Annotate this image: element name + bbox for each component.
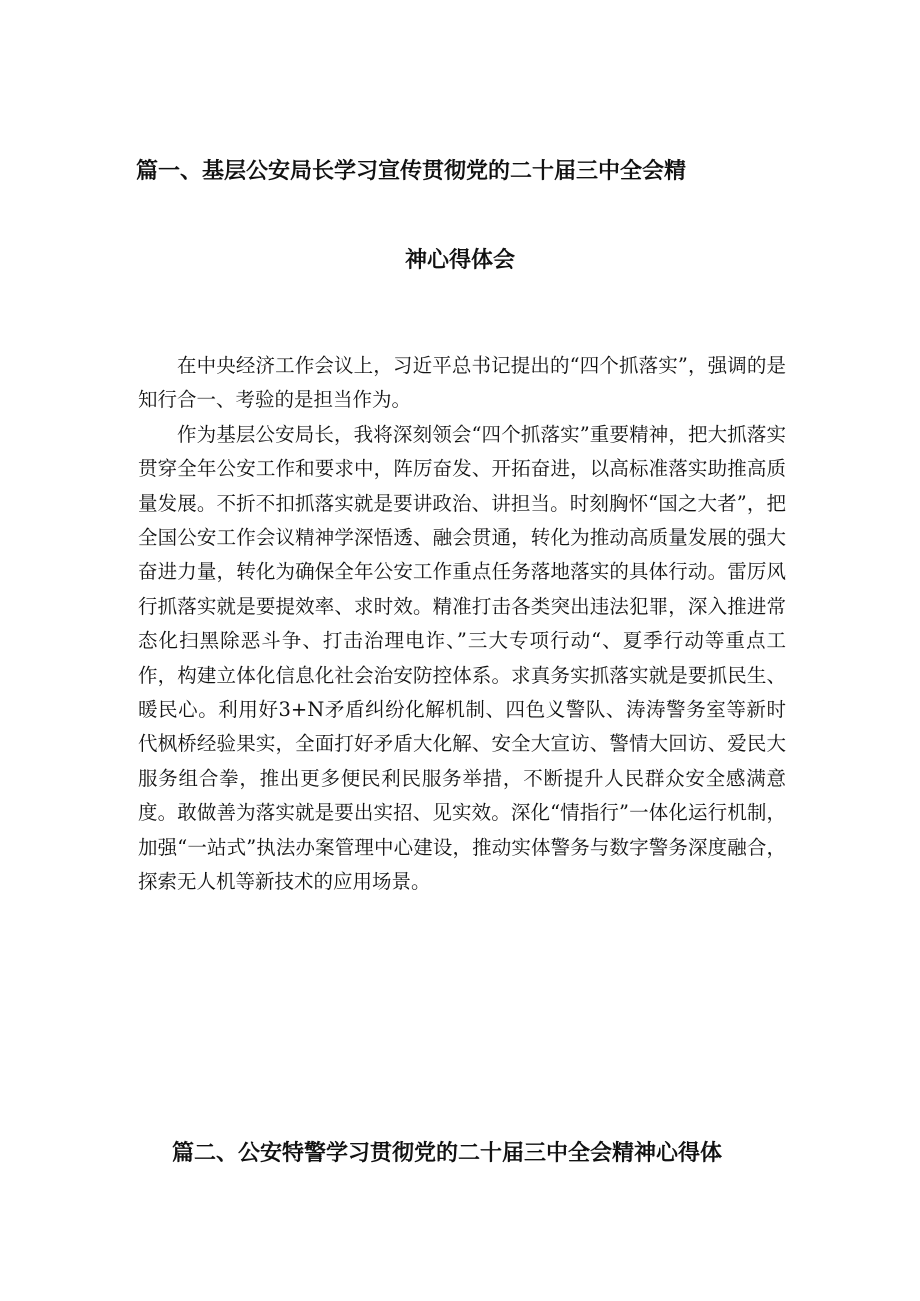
article1-body — [138, 349, 786, 900]
article1-paragraph-2: 作为基层公安局长，我将深刻领会“四个抓落实”重要精神，把大抓落实贯穿全年公安工作和要求中，阵厉奋发、开拓奋进，以高标准落实助推高质量发展。不折不扣抓落实就是要讲政治、讲担当。时刻胸怀“国之大者”，把全国公安工作会议精神学深悟透、融会贯通，转化为推动高质量发展的强大奋进力量，转化为确保全年公安工作重点任务落地落实的具体行动。雷厉风行抓落实就是要提效率、求时效。精准打击各类突出违法犯罪，深入推进常态化扫黑除恶斗争、打击治理电诈、”三大专项行动“、夏季行动等重点工作，构建立体化信息化社会治安防控体系。求真务实抓落实就是要抓民生、暖民心。利用好3+N矛盾纠纷化解机制、四色义警队、涛涛警务室等新时代枫桥经验果实，全面打好矛盾大化解、安全大宣访、警情大回访、爱民大服务组合拳，推出更多便民利民服务举措，不断提升人民群众安全感满意度。敢做善为落实就是要出实招、见实效。深化“情指行”一体化运行机制，加强“一站式”执法办案管理中心建设，推动实体警务与数字警务深度融合，探索无人机等新技术的应用场景。 — [138, 422, 786, 894]
article2-title: 篇二、公安特警学习贯彻党的二十届三中全会精神心得体 — [172, 1141, 723, 1166]
article1-paragraph-1: 在中央经济工作会议上，习近平总书记提出的“四个抓落实”，强调的是知行合一、考验的是担当作为。 — [138, 354, 786, 412]
article1-title-line2: 神心得体会 — [404, 248, 515, 273]
article1-title-line1: 篇一、基层公安局长学习宣传贯彻党的二十届三中全会精 — [136, 159, 687, 184]
